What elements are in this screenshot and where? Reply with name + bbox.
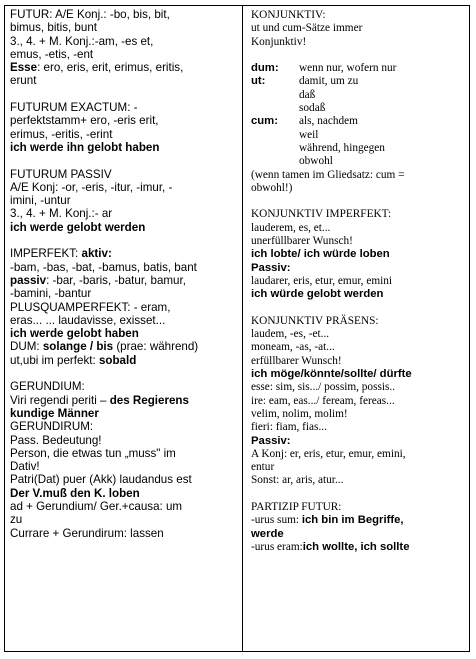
futurum-passiv-line-3: imini, -untur: [10, 194, 71, 208]
cum-value-2: weil: [299, 128, 319, 141]
gerundium-line-4: GERUNDIRUM:: [10, 420, 94, 434]
konj-praesens-line-10: Passiv:: [251, 434, 291, 447]
futurum-passiv-line-4: 3., 4. + M. Konj.:- ar: [10, 207, 113, 221]
futurum-exactum-line-2: perfektstamm+ ero, -eris erit,: [10, 114, 159, 128]
konj-imperfekt-line-7: ich würde gelobt werden: [251, 288, 384, 301]
left-column: [5, 6, 243, 651]
gerundium-line-7: Dativ!: [10, 460, 40, 474]
imperfekt-line-5: PLUSQUAMPERFEKT: - eram,: [10, 300, 171, 314]
imperfekt-line-6: eras... ... laudavisse, exisset...: [10, 313, 166, 327]
gerundium-line-1: GERUNDIUM:: [10, 380, 85, 394]
gerundium-line-5: Pass. Bedeutung!: [10, 433, 102, 447]
konj-praesens-line-2: laudem, -es, -et...: [251, 328, 330, 341]
conjunctions-section: [251, 62, 466, 195]
ut-ubi-meaning: sobald: [98, 353, 137, 367]
cum-row: [251, 115, 466, 128]
dum-label: DUM:: [10, 340, 43, 354]
konj-praesens-section: [251, 315, 466, 488]
grammar-table: [4, 5, 470, 652]
dum-note: (prae: während): [113, 340, 199, 354]
cum-value-3: während, hingegen: [299, 141, 385, 154]
imperfekt-line-4: -bamini, -bantur: [10, 287, 92, 301]
gerundium-translation: des Regierens: [109, 393, 189, 407]
cum-key: cum:: [251, 115, 278, 128]
passiv-forms: : -bar, -baris, -batur, bamur,: [46, 273, 186, 287]
konj-praesens-line-11: A Konj: er, eris, etur, emur, emini,: [251, 447, 406, 460]
passiv-label: passiv: [10, 273, 47, 287]
konjunktiv-line-2: ut und cum-Sätze immer: [251, 22, 363, 35]
konjunktiv-heading: KONJUNKTIV:: [251, 9, 326, 21]
urus-eram-label: -urus eram:: [251, 540, 303, 553]
futurum-exactum-section: [10, 101, 239, 154]
partizip-futur-section: [251, 501, 466, 554]
konj-praesens-line-6: esse: sim, sis.../ possim, possis..: [251, 381, 396, 394]
gerundium-line-12: Currare + Gerundirum: lassen: [10, 526, 164, 540]
futur-line-1: FUTUR: A/E Konj.: -bo, bis, bit,: [10, 8, 170, 21]
konjunktiv-line-3: Konjunktiv!: [251, 35, 307, 48]
futurum-exactum-line-1: FUTURUM EXACTUM: -: [10, 101, 138, 115]
imperfekt-line-1: [10, 247, 239, 260]
gerundium-example: Viri regendi periti –: [10, 393, 110, 407]
futurum-exactum-line-4: ich werde ihn gelobt haben: [10, 140, 160, 154]
futurum-exactum-line-3: erimus, -eritis, -erint: [10, 127, 113, 141]
cum-value-1: als, nachdem: [299, 115, 358, 128]
partizip-futur-line-4: [251, 541, 466, 554]
konj-imperfekt-line-3: unerfüllbarer Wunsch!: [251, 235, 353, 248]
konj-praesens-line-9: fieri: fiam, fias...: [251, 421, 327, 434]
cum-note-2: obwohl!): [251, 181, 293, 194]
futurum-passiv-line-1: FUTURUM PASSIV: [10, 167, 112, 181]
ut-value-1: damit, um zu: [299, 75, 359, 88]
gerundium-line-8: Patri(Dat) puer (Akk) laudandus est: [10, 473, 192, 487]
konj-imperfekt-line-2: lauderem, es, et...: [251, 221, 331, 234]
ut-key: ut:: [251, 75, 266, 88]
esse-label: Esse: [10, 61, 38, 75]
ut-row: [251, 75, 466, 88]
konj-praesens-line-8: velim, nolim, molim!: [251, 407, 348, 420]
dum-value: wenn nur, wofern nur: [299, 62, 397, 75]
futur-section: [10, 8, 239, 88]
futurum-passiv-section: [10, 168, 239, 234]
konj-praesens-line-12: entur: [251, 461, 275, 474]
futurum-passiv-line-5: ich werde gelobt werden: [10, 220, 146, 234]
konj-praesens-line-13: Sonst: ar, aris, atur...: [251, 474, 344, 487]
gerundium-line-6: Person, die etwas tun „muss" im: [10, 446, 176, 460]
cum-note-1: (wenn tamen im Gliedsatz: cum =: [251, 168, 405, 181]
futur-line-4: emus, -etis, -ent: [10, 47, 94, 61]
ut-value-3: sodaß: [299, 102, 326, 115]
partizip-futur-line-2: [251, 514, 466, 527]
futurum-passiv-line-2: A/E Konj: -or, -eris, -itur, -imur, -: [10, 180, 173, 194]
dum-meaning: solange / bis: [42, 340, 114, 354]
dum-row: [251, 62, 466, 75]
imperfekt-label: IMPERFEKT:: [10, 247, 82, 261]
futur-line-6: erunt: [10, 74, 37, 88]
gerundium-line-2: [10, 394, 239, 407]
imperfekt-line-2: -bam, -bas, -bat, -bamus, batis, bant: [10, 260, 197, 274]
ut-value-2: daß: [299, 88, 316, 101]
futur-line-2: bimus, bitis, bunt: [10, 21, 97, 35]
futur-line-3: 3., 4. + M. Konj.:-am, -es et,: [10, 34, 154, 48]
gerundium-line-9: Der V.muß den K. loben: [10, 486, 140, 500]
konj-praesens-heading: KONJUNKTIV PRÄSENS:: [251, 314, 379, 327]
konj-imperfekt-line-5: Passiv:: [251, 261, 291, 274]
imperfekt-line-9: [10, 354, 239, 367]
konjunktiv-section: [251, 9, 466, 49]
konj-imperfekt-line-6: laudarer, eris, etur, emur, emini: [251, 274, 393, 287]
konj-praesens-line-4: erfüllbarer Wunsch!: [251, 354, 342, 367]
konj-praesens-line-5: ich möge/könnte/sollte/ dürfte: [251, 368, 412, 381]
aktiv-label: aktiv:: [81, 247, 112, 261]
urus-eram-meaning: ich wollte, ich sollte: [302, 540, 410, 553]
konj-imperfekt-line-4: ich lobte/ ich würde loben: [251, 248, 390, 261]
partizip-futur-heading: PARTIZIP FUTUR:: [251, 500, 342, 513]
imperfekt-line-8: [10, 340, 239, 353]
gerundium-line-10: ad + Gerundium/ Ger.+causa: um: [10, 499, 183, 513]
imperfekt-line-3: [10, 274, 239, 287]
konj-praesens-line-3: moneam, -as, -at...: [251, 341, 335, 354]
partizip-futur-line-3: werde: [251, 527, 284, 540]
futur-line-5: [10, 61, 239, 74]
urus-sum-label: -urus sum:: [251, 514, 302, 527]
konj-praesens-line-7: ire: eam, eas.../ feream, fereas...: [251, 394, 395, 407]
imperfekt-section: [10, 247, 239, 367]
konj-imperfekt-heading: KONJUNKTIV IMPERFEKT:: [251, 208, 392, 221]
gerundium-section: [10, 380, 239, 540]
ut-ubi-label: ut,ubi im perfekt:: [10, 353, 99, 367]
cum-value-4: obwohl: [299, 155, 333, 168]
gerundium-line-3: kundige Männer: [10, 406, 99, 420]
right-column: [243, 6, 469, 651]
konj-imperfekt-section: [251, 208, 466, 301]
imperfekt-line-7: ich werde gelobt haben: [10, 327, 139, 341]
gerundium-line-11: zu: [10, 513, 23, 527]
dum-key: dum:: [251, 62, 279, 75]
urus-sum-meaning: ich bin im Begriffe,: [301, 514, 404, 527]
esse-forms: : ero, eris, erit, erimus, eritis,: [37, 61, 184, 75]
